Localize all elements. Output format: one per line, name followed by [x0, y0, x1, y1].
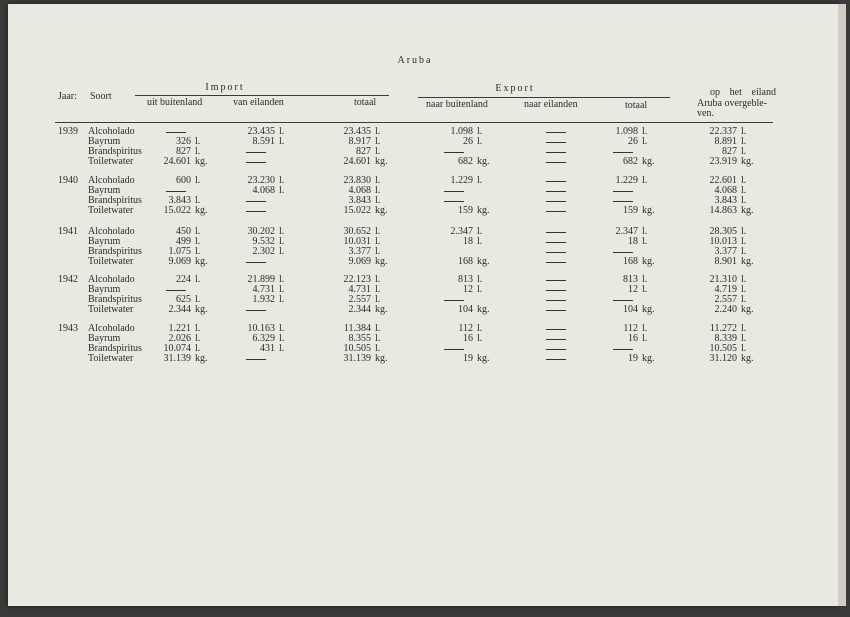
header-jaar: Jaar: [58, 91, 77, 102]
soort-label: Bayrum [88, 185, 121, 196]
soort-label: Toiletwater [88, 256, 134, 267]
cell-value: 499 [176, 236, 191, 247]
soort-label: Alcoholado [88, 226, 135, 237]
cell-unit: l. [279, 333, 285, 344]
cell-value: 159 [623, 205, 638, 216]
year-label: 1939 [58, 126, 78, 137]
empty-dash [546, 349, 566, 350]
cell-value: 4.731 [348, 284, 371, 295]
cell-unit: l. [375, 236, 381, 247]
header-soort: Soort [90, 91, 112, 102]
soort-label: Bayrum [88, 284, 121, 295]
cell-unit: kg. [741, 304, 754, 315]
cell-value: 2.347 [450, 226, 473, 237]
header-bottom-rule [55, 122, 773, 123]
cell-value: 3.843 [168, 195, 191, 206]
cell-unit: l. [195, 136, 201, 147]
empty-dash [166, 132, 186, 133]
cell-value: 813 [458, 274, 473, 285]
cell-unit: l. [477, 333, 483, 344]
cell-value: 112 [623, 323, 638, 334]
cell-value: 813 [623, 274, 638, 285]
cell-unit: kg. [375, 205, 388, 216]
cell-value: 8.917 [348, 136, 371, 147]
cell-value: 1.229 [615, 175, 638, 186]
cell-value: 23.435 [247, 126, 275, 137]
cell-unit: l. [279, 274, 285, 285]
cell-value: 23.435 [343, 126, 371, 137]
cell-unit: l. [642, 226, 648, 237]
empty-dash [546, 300, 566, 301]
cell-value: 1.932 [252, 294, 275, 305]
cell-unit: kg. [195, 205, 208, 216]
cell-unit: l. [195, 274, 201, 285]
empty-dash [444, 191, 464, 192]
cell-unit: l. [741, 246, 747, 257]
cell-value: 16 [628, 333, 638, 344]
cell-unit: l. [375, 274, 381, 285]
soort-label: Toiletwater [88, 304, 134, 315]
empty-dash [246, 310, 266, 311]
cell-unit: l. [741, 195, 747, 206]
empty-dash [546, 359, 566, 360]
header-naar-buitenland: naar buitenland [426, 99, 488, 110]
cell-unit: l. [642, 274, 648, 285]
soort-label: Toiletwater [88, 156, 134, 167]
cell-value: 104 [623, 304, 638, 315]
cell-unit: l. [642, 236, 648, 247]
cell-value: 10.013 [709, 236, 737, 247]
cell-value: 2.557 [348, 294, 371, 305]
cell-unit: l. [375, 226, 381, 237]
cell-unit: l. [279, 136, 285, 147]
cell-value: 26 [463, 136, 473, 147]
cell-unit: l. [279, 323, 285, 334]
cell-value: 4.719 [714, 284, 737, 295]
empty-dash [444, 201, 464, 202]
cell-unit: l. [279, 126, 285, 137]
cell-unit: l. [195, 343, 201, 354]
cell-value: 23.919 [709, 156, 737, 167]
cell-value: 1.221 [168, 323, 191, 334]
cell-unit: l. [279, 294, 285, 305]
cell-value: 8.891 [714, 136, 737, 147]
cell-unit: l. [375, 195, 381, 206]
cell-unit: l. [279, 236, 285, 247]
year-label: 1942 [58, 274, 78, 285]
cell-value: 10.505 [709, 343, 737, 354]
cell-value: 2.557 [714, 294, 737, 305]
empty-dash [444, 152, 464, 153]
cell-value: 682 [458, 156, 473, 167]
header-uit-buitenland: uit buitenland [147, 97, 203, 108]
cell-value: 2.344 [348, 304, 371, 315]
empty-dash [546, 211, 566, 212]
cell-value: 431 [260, 343, 275, 354]
cell-unit: l. [642, 333, 648, 344]
cell-unit: l. [375, 136, 381, 147]
header-totaal-export: totaal [625, 100, 648, 111]
year-label: 1941 [58, 226, 78, 237]
cell-value: 21.899 [247, 274, 275, 285]
cell-value: 3.843 [714, 195, 737, 206]
cell-unit: kg. [642, 353, 655, 364]
cell-unit: l. [195, 323, 201, 334]
cell-value: 8.339 [714, 333, 737, 344]
cell-value: 2.344 [168, 304, 191, 315]
cell-unit: kg. [195, 256, 208, 267]
cell-unit: l. [375, 284, 381, 295]
cell-value: 326 [176, 136, 191, 147]
soort-label: Brandspiritus [88, 146, 142, 157]
cell-value: 1.075 [168, 246, 191, 257]
cell-unit: l. [741, 236, 747, 247]
cell-unit: kg. [477, 156, 490, 167]
cell-unit: l. [741, 274, 747, 285]
cell-value: 28.305 [709, 226, 737, 237]
soort-label: Brandspiritus [88, 294, 142, 305]
cell-unit: l. [279, 343, 285, 354]
cell-value: 10.031 [343, 236, 371, 247]
soort-label: Alcoholado [88, 175, 135, 186]
cell-value: 30.202 [247, 226, 275, 237]
empty-dash [166, 290, 186, 291]
soort-label: Alcoholado [88, 323, 135, 334]
cell-unit: l. [741, 175, 747, 186]
cell-unit: l. [741, 185, 747, 196]
empty-dash [246, 211, 266, 212]
cell-value: 15.022 [163, 205, 191, 216]
cell-unit: l. [741, 294, 747, 305]
cell-unit: kg. [375, 156, 388, 167]
soort-label: Bayrum [88, 236, 121, 247]
cell-value: 168 [458, 256, 473, 267]
soort-label: Brandspiritus [88, 246, 142, 257]
cell-unit: l. [741, 343, 747, 354]
cell-unit: kg. [477, 205, 490, 216]
cell-value: 22.337 [709, 126, 737, 137]
cell-value: 9.069 [168, 256, 191, 267]
cell-value: 168 [623, 256, 638, 267]
soort-label: Toiletwater [88, 205, 134, 216]
cell-unit: l. [642, 175, 648, 186]
cell-value: 682 [623, 156, 638, 167]
export-rule [418, 97, 670, 98]
cell-unit: l. [642, 136, 648, 147]
cell-unit: l. [741, 146, 747, 157]
cell-unit: l. [195, 333, 201, 344]
cell-value: 2.347 [615, 226, 638, 237]
empty-dash [546, 152, 566, 153]
page-edge [838, 4, 846, 606]
cell-value: 625 [176, 294, 191, 305]
cell-unit: l. [375, 246, 381, 257]
cell-unit: kg. [642, 205, 655, 216]
cell-unit: kg. [195, 156, 208, 167]
cell-value: 22.601 [709, 175, 737, 186]
header-van-eilanden: van eilanden [233, 97, 284, 108]
cell-value: 30.652 [343, 226, 371, 237]
import-rule [135, 95, 389, 96]
cell-value: 3.843 [348, 195, 371, 206]
empty-dash [546, 132, 566, 133]
empty-dash [613, 201, 633, 202]
header-overgebleven-1: op het eiland [710, 87, 776, 98]
cell-value: 21.310 [709, 274, 737, 285]
cell-value: 6.329 [252, 333, 275, 344]
cell-value: 10.505 [343, 343, 371, 354]
empty-dash [613, 252, 633, 253]
year-label: 1943 [58, 323, 78, 334]
cell-value: 10.074 [163, 343, 191, 354]
cell-unit: l. [642, 323, 648, 334]
cell-value: 2.302 [252, 246, 275, 257]
cell-value: 11.272 [709, 323, 737, 334]
cell-value: 31.139 [163, 353, 191, 364]
cell-unit: l. [279, 226, 285, 237]
cell-unit: l. [477, 126, 483, 137]
cell-unit: l. [195, 226, 201, 237]
cell-value: 4.068 [252, 185, 275, 196]
cell-value: 24.601 [343, 156, 371, 167]
cell-value: 16 [463, 333, 473, 344]
soort-label: Brandspiritus [88, 195, 142, 206]
cell-unit: l. [477, 284, 483, 295]
cell-value: 23.230 [247, 175, 275, 186]
cell-unit: kg. [741, 156, 754, 167]
cell-unit: l. [477, 175, 483, 186]
cell-unit: l. [477, 274, 483, 285]
cell-value: 9.532 [252, 236, 275, 247]
cell-unit: kg. [375, 256, 388, 267]
cell-unit: kg. [375, 304, 388, 315]
cell-value: 9.069 [348, 256, 371, 267]
cell-value: 18 [628, 236, 638, 247]
cell-value: 3.377 [714, 246, 737, 257]
empty-dash [546, 280, 566, 281]
cell-unit: l. [375, 323, 381, 334]
cell-unit: l. [375, 333, 381, 344]
empty-dash [246, 152, 266, 153]
soort-label: Alcoholado [88, 126, 135, 137]
cell-unit: kg. [477, 353, 490, 364]
cell-unit: kg. [642, 304, 655, 315]
cell-unit: kg. [195, 353, 208, 364]
cell-unit: l. [375, 175, 381, 186]
cell-unit: l. [642, 284, 648, 295]
cell-value: 112 [458, 323, 473, 334]
cell-unit: l. [195, 146, 201, 157]
cell-unit: l. [375, 185, 381, 196]
cell-value: 8.901 [714, 256, 737, 267]
cell-value: 12 [463, 284, 473, 295]
empty-dash [444, 300, 464, 301]
cell-unit: l. [477, 136, 483, 147]
empty-dash [246, 262, 266, 263]
empty-dash [166, 191, 186, 192]
empty-dash [613, 349, 633, 350]
header-naar-eilanden: naar eilanden [524, 99, 578, 110]
cell-unit: l. [375, 126, 381, 137]
cell-value: 600 [176, 175, 191, 186]
empty-dash [613, 152, 633, 153]
header-overgebleven-2: Aruba overgeble- [697, 98, 768, 109]
year-label: 1940 [58, 175, 78, 186]
page-title: Aruba [397, 55, 433, 66]
cell-value: 159 [458, 205, 473, 216]
cell-value: 3.377 [348, 246, 371, 257]
empty-dash [246, 359, 266, 360]
cell-value: 450 [176, 226, 191, 237]
cell-unit: kg. [195, 304, 208, 315]
cell-unit: l. [741, 126, 747, 137]
cell-value: 1.229 [450, 175, 473, 186]
cell-unit: l. [375, 294, 381, 305]
empty-dash [546, 201, 566, 202]
cell-value: 24.601 [163, 156, 191, 167]
cell-value: 1.098 [615, 126, 638, 137]
cell-unit: l. [195, 175, 201, 186]
cell-value: 827 [176, 146, 191, 157]
empty-dash [546, 329, 566, 330]
cell-value: 4.068 [714, 185, 737, 196]
cell-unit: l. [477, 236, 483, 247]
cell-unit: l. [477, 226, 483, 237]
cell-value: 10.163 [247, 323, 275, 334]
cell-value: 19 [628, 353, 638, 364]
header-export: Export [495, 83, 535, 94]
empty-dash [546, 162, 566, 163]
cell-unit: l. [279, 175, 285, 186]
empty-dash [546, 232, 566, 233]
empty-dash [613, 300, 633, 301]
cell-unit: l. [477, 323, 483, 334]
cell-value: 8.355 [348, 333, 371, 344]
cell-unit: l. [741, 136, 747, 147]
cell-unit: kg. [642, 156, 655, 167]
cell-value: 19 [463, 353, 473, 364]
cell-unit: l. [741, 323, 747, 334]
empty-dash [546, 339, 566, 340]
cell-unit: l. [195, 294, 201, 305]
cell-unit: l. [642, 126, 648, 137]
cell-unit: l. [741, 226, 747, 237]
cell-value: 11.384 [343, 323, 371, 334]
empty-dash [546, 242, 566, 243]
cell-unit: l. [375, 343, 381, 354]
empty-dash [444, 349, 464, 350]
cell-value: 26 [628, 136, 638, 147]
empty-dash [246, 162, 266, 163]
empty-dash [613, 191, 633, 192]
cell-unit: l. [195, 236, 201, 247]
cell-unit: l. [741, 333, 747, 344]
empty-dash [546, 310, 566, 311]
soort-label: Bayrum [88, 136, 121, 147]
cell-unit: l. [279, 246, 285, 257]
cell-value: 14.863 [709, 205, 737, 216]
empty-dash [546, 262, 566, 263]
cell-value: 4.068 [348, 185, 371, 196]
cell-value: 827 [722, 146, 737, 157]
cell-unit: l. [195, 195, 201, 206]
header-import: Import [205, 82, 245, 93]
cell-unit: kg. [477, 304, 490, 315]
soort-label: Bayrum [88, 333, 121, 344]
cell-value: 2.026 [168, 333, 191, 344]
cell-value: 224 [176, 274, 191, 285]
cell-unit: l. [195, 246, 201, 257]
cell-value: 22.123 [343, 274, 371, 285]
cell-value: 15.022 [343, 205, 371, 216]
cell-unit: kg. [642, 256, 655, 267]
cell-value: 18 [463, 236, 473, 247]
cell-unit: kg. [741, 353, 754, 364]
soort-label: Toiletwater [88, 353, 134, 364]
cell-unit: l. [375, 146, 381, 157]
cell-value: 827 [356, 146, 371, 157]
cell-value: 2.240 [714, 304, 737, 315]
cell-value: 23.830 [343, 175, 371, 186]
cell-unit: l. [279, 284, 285, 295]
empty-dash [546, 252, 566, 253]
cell-unit: l. [279, 185, 285, 196]
cell-value: 12 [628, 284, 638, 295]
empty-dash [546, 142, 566, 143]
cell-value: 1.098 [450, 126, 473, 137]
cell-value: 31.120 [709, 353, 737, 364]
cell-value: 8.591 [252, 136, 275, 147]
cell-unit: l. [741, 284, 747, 295]
cell-value: 31.139 [343, 353, 371, 364]
header-totaal-import: totaal [354, 97, 377, 108]
empty-dash [546, 290, 566, 291]
empty-dash [546, 181, 566, 182]
header-overgebleven-3: ven. [697, 108, 714, 119]
soort-label: Alcoholado [88, 274, 135, 285]
cell-unit: kg. [375, 353, 388, 364]
cell-value: 104 [458, 304, 473, 315]
empty-dash [546, 191, 566, 192]
cell-value: 4.731 [252, 284, 275, 295]
cell-unit: kg. [477, 256, 490, 267]
empty-dash [246, 201, 266, 202]
soort-label: Brandspiritus [88, 343, 142, 354]
cell-unit: kg. [741, 256, 754, 267]
cell-unit: kg. [741, 205, 754, 216]
